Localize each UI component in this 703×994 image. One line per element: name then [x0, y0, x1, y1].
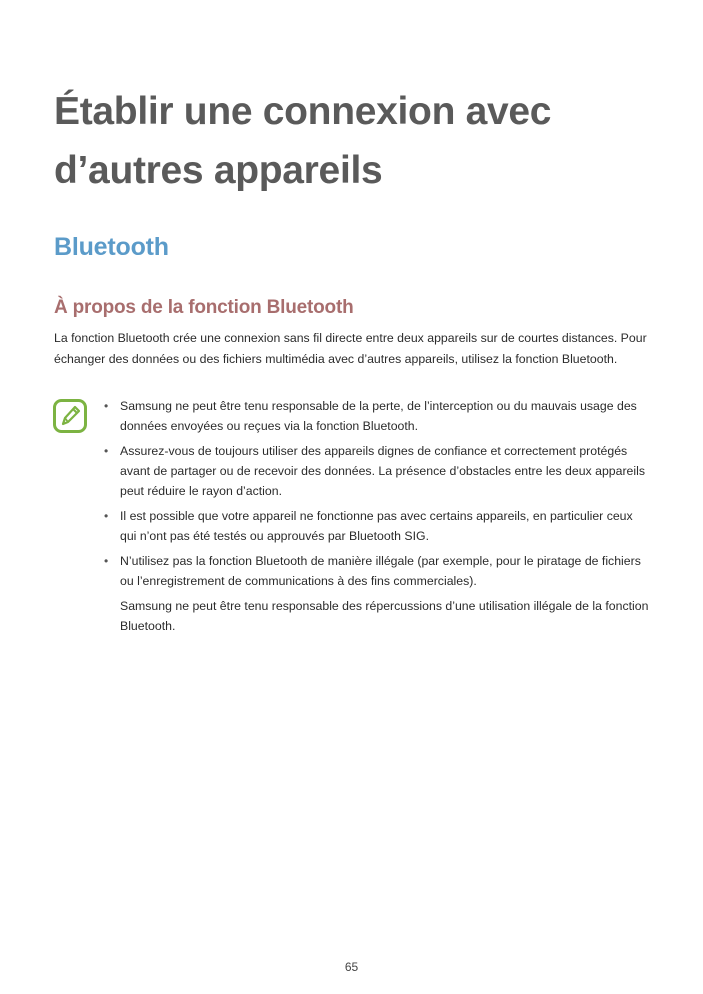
bullet-icon: • [104, 509, 109, 523]
note-item [104, 506, 652, 546]
sub-heading: À propos de la fonction Bluetooth [54, 297, 354, 318]
note-item [104, 396, 652, 436]
intro-paragraph: La fonction Bluetooth crée une connexion sans fil directe entre deux appareils sur de courtes distances. Pour échanger des données ou des fichiers multimédia avec d’autres appareils, utilisez la fonction Bluetooth. [54, 331, 647, 366]
note-list [104, 396, 652, 641]
section-heading: Bluetooth [54, 233, 169, 261]
note-item [104, 441, 652, 501]
note-pen-icon [53, 399, 87, 433]
page-number: 65 [344, 960, 359, 974]
bullet-icon: • [104, 399, 109, 413]
note-text: Samsung ne peut être tenu responsable de la perte, de l’interception ou du mauvais usage des données envoyées ou reçues via la fonction Bluetooth. [120, 399, 637, 433]
note-text: Il est possible que votre appareil ne fonctionne pas avec certains appareils, en particulier ceux qui n’ont pas été testés ou approuvés par Bluetooth SIG. [120, 509, 633, 543]
note-text: Assurez-vous de toujours utiliser des appareils dignes de confiance et correctement protégés avant de partager ou de recevoir des données. La présence d’obstacles entre les deux appareils peut réduire le rayon d’action. [120, 444, 646, 498]
note-text: N’utilisez pas la fonction Bluetooth de manière illégale (par exemple, pour le piratage de fichiers ou l’enregistrement de communications à des fins commerciales). [120, 554, 641, 588]
note-item [104, 551, 652, 636]
page-title: Établir une connexion avec d’autres appareils [54, 90, 552, 192]
bullet-icon: • [104, 554, 109, 568]
bullet-icon: • [104, 444, 109, 458]
note-extra-text: Samsung ne peut être tenu responsable des répercussions d’une utilisation illégale de la fonction Bluetooth. [120, 599, 649, 633]
